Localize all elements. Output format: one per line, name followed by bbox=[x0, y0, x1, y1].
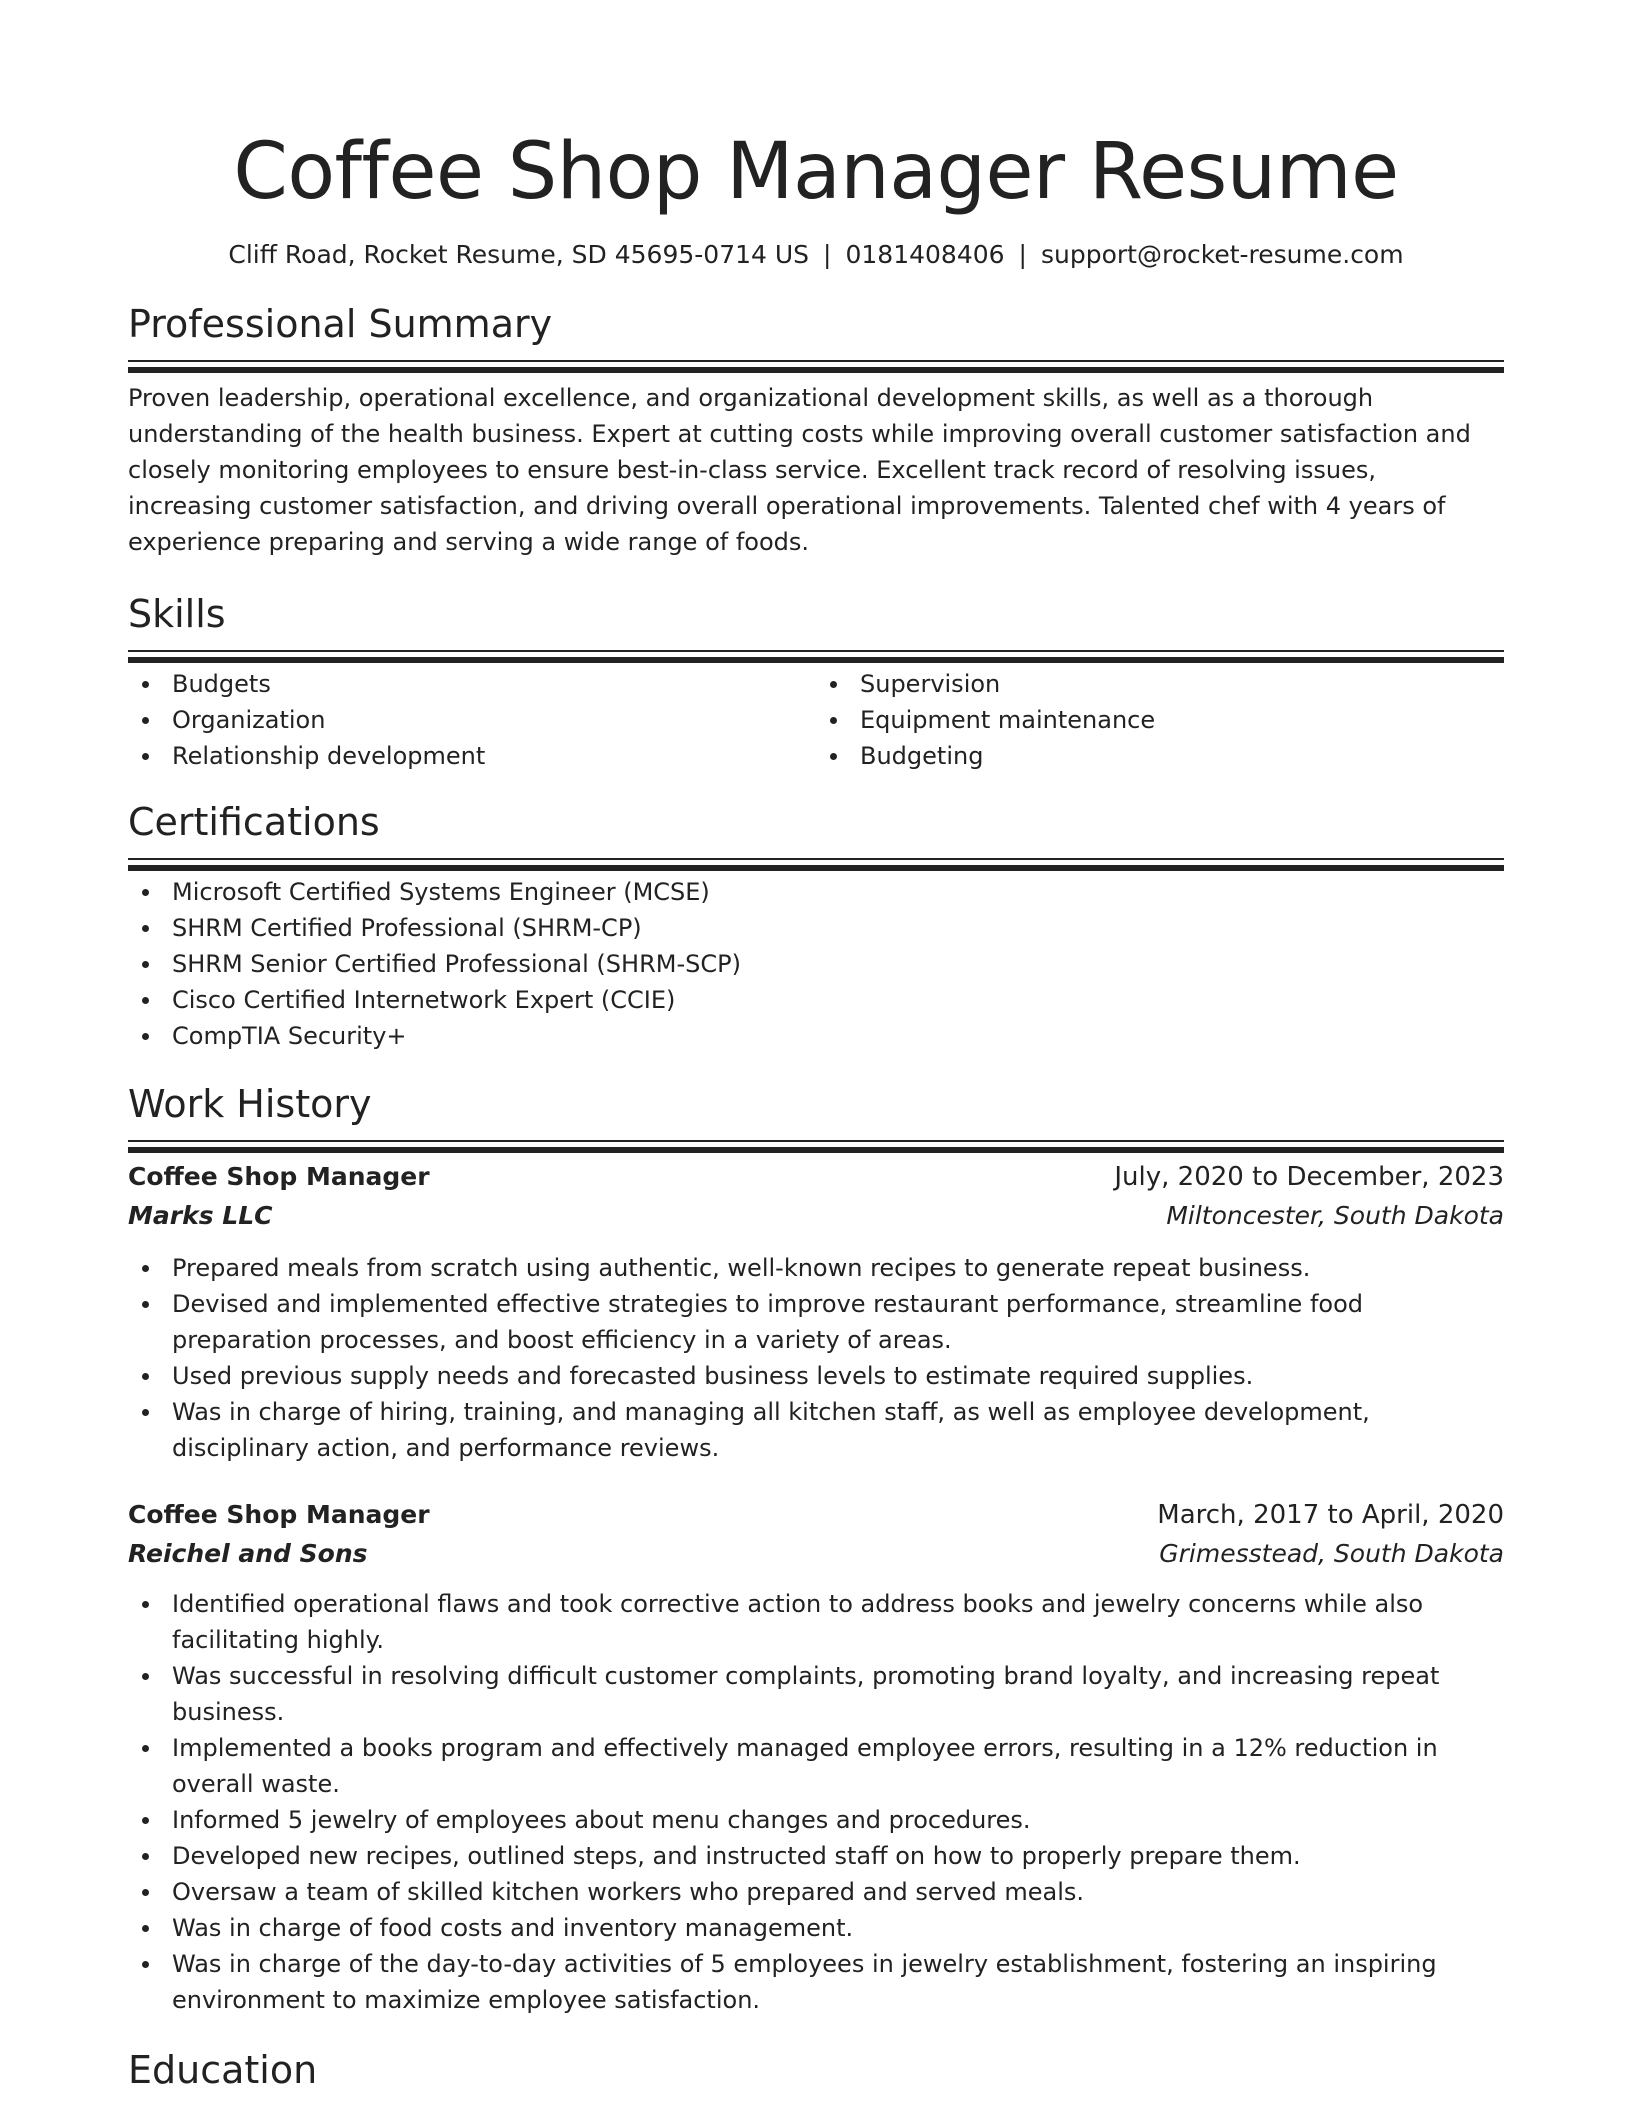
job-entry bbox=[128, 1158, 1504, 1466]
job-company: Reichel and Sons bbox=[128, 1539, 368, 1568]
contact-phone: 0181408406 bbox=[845, 240, 1005, 269]
job-header-row bbox=[128, 1158, 1504, 1196]
skills-grid bbox=[128, 666, 1504, 774]
list-item: Cisco Certified Internetwork Expert (CCIE) bbox=[128, 982, 1504, 1018]
list-item: Budgeting bbox=[816, 738, 1504, 774]
list-item: Organization bbox=[128, 702, 816, 738]
work-section bbox=[128, 1080, 1504, 2018]
job-location: Grimesstead, South Dakota bbox=[1159, 1539, 1504, 1568]
contact-line bbox=[128, 238, 1504, 272]
job-dates: March, 2017 to April, 2020 bbox=[1157, 1500, 1504, 1530]
list-item: CompTIA Security+ bbox=[128, 1018, 1504, 1054]
summary-text: Proven leadership, operational excellence, and organizational development skills, as well as a thorough understanding of the health business. Expert at cutting costs while improving overall customer satisfaction and closely monitoring employees to ensure best-in-class service. Excellent track record of resolving issues, increasing customer satisfaction, and driving overall operational improvements. Talented chef with 4 years of experience preparing and serving a wide range of foods. bbox=[128, 384, 1471, 556]
certifications-section bbox=[128, 798, 1504, 1054]
contact-separator: | bbox=[823, 240, 832, 269]
education-section bbox=[128, 2046, 1504, 2094]
list-item: SHRM Certified Professional (SHRM-CP) bbox=[128, 910, 1504, 946]
section-divider bbox=[128, 360, 1504, 362]
skills-list-right bbox=[816, 666, 1504, 774]
list-item: Was in charge of hiring, training, and managing all kitchen staff, as well as employee development, disciplinary action, and performance reviews. bbox=[128, 1394, 1504, 1466]
list-item: Devised and implemented effective strategies to improve restaurant performance, streamline food preparation processes, and boost efficiency in a variety of areas. bbox=[128, 1286, 1504, 1358]
list-item: Was successful in resolving difficult customer complaints, promoting brand loyalty, and increasing repeat business. bbox=[128, 1658, 1504, 1730]
list-item: Prepared meals from scratch using authentic, well-known recipes to generate repeat business. bbox=[128, 1250, 1504, 1286]
contact-email[interactable]: support@rocket-resume.com bbox=[1040, 240, 1404, 269]
summary-section bbox=[128, 300, 1504, 560]
list-item: Identified operational flaws and took corrective action to address books and jewelry concerns while also facilitating highly. bbox=[128, 1586, 1504, 1658]
contact-address: Cliff Road, Rocket Resume, SD 45695-0714 US bbox=[228, 240, 810, 269]
section-divider bbox=[128, 858, 1504, 860]
list-item: Budgets bbox=[128, 666, 816, 702]
job-company: Marks LLC bbox=[128, 1201, 273, 1230]
list-item: Was in charge of food costs and inventory management. bbox=[128, 1910, 1504, 1946]
list-item: Oversaw a team of skilled kitchen workers who prepared and served meals. bbox=[128, 1874, 1504, 1910]
list-item: Microsoft Certified Systems Engineer (MCSE) bbox=[128, 874, 1504, 910]
list-item: Informed 5 jewelry of employees about menu changes and procedures. bbox=[128, 1802, 1504, 1838]
certifications-heading: Certifications bbox=[128, 800, 380, 844]
list-item: Relationship development bbox=[128, 738, 816, 774]
job-title: Coffee Shop Manager bbox=[128, 1162, 430, 1191]
resume-title: Coffee Shop Manager Resume bbox=[233, 127, 1399, 217]
contact-separator: | bbox=[1018, 240, 1027, 269]
list-item: Supervision bbox=[816, 666, 1504, 702]
education-heading: Education bbox=[128, 2048, 318, 2092]
list-item: Was in charge of the day-to-day activities of 5 employees in jewelry establishment, fostering an inspiring environment to maximize employee satisfaction. bbox=[128, 1946, 1504, 2018]
skills-heading: Skills bbox=[128, 592, 226, 636]
section-divider bbox=[128, 1140, 1504, 1142]
list-item: Implemented a books program and effectively managed employee errors, resulting in a 12% reduction in overall waste. bbox=[128, 1730, 1504, 1802]
job-location: Miltoncester, South Dakota bbox=[1166, 1201, 1504, 1230]
list-item: Equipment maintenance bbox=[816, 702, 1504, 738]
job-title: Coffee Shop Manager bbox=[128, 1500, 430, 1529]
work-heading: Work History bbox=[128, 1082, 372, 1126]
list-item: Developed new recipes, outlined steps, and instructed staff on how to properly prepare them. bbox=[128, 1838, 1504, 1874]
job-header-row bbox=[128, 1496, 1504, 1534]
job-bullets bbox=[128, 1250, 1504, 1466]
job-entry bbox=[128, 1496, 1504, 2018]
skills-list-left bbox=[128, 666, 816, 774]
skills-section bbox=[128, 590, 1504, 774]
list-item: Used previous supply needs and forecasted business levels to estimate required supplies. bbox=[128, 1358, 1504, 1394]
section-divider bbox=[128, 650, 1504, 652]
list-item: SHRM Senior Certified Professional (SHRM-SCP) bbox=[128, 946, 1504, 982]
resume-page bbox=[128, 0, 1504, 2094]
job-dates: July, 2020 to December, 2023 bbox=[1114, 1162, 1504, 1192]
job-company-row bbox=[128, 1196, 1504, 1236]
summary-heading: Professional Summary bbox=[128, 302, 553, 346]
job-bullets bbox=[128, 1586, 1504, 2018]
job-company-row bbox=[128, 1534, 1504, 1574]
certifications-list bbox=[128, 874, 1504, 1054]
